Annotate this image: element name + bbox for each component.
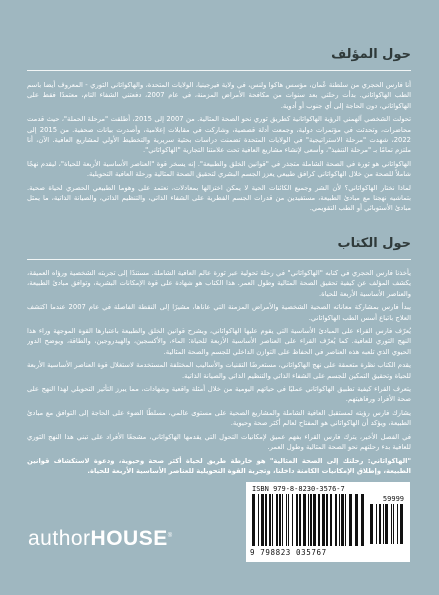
book-heading-rule bbox=[27, 259, 411, 260]
publisher-logo-bold: HOUSE bbox=[90, 527, 168, 550]
book-paragraph: يُعرّف فارس القراء على المبادئ الأساسية التي يقوم عليها الهاكواثاني، ويشرح قوانين الخلق والطبيعة باعتبارها القوة الموجهة وراء هذا النهج الثوري للعافية. كما يُعرّف القراء على العناصر الأساسية الأربعة للحياة: الماء، والأكسجين، والهيدروجين، والطاقة، ويوضح الدور الحيوي الذي تلعبه هذه العناصر في الحفاظ على التوازن الداخلي للجسم والصحة المثالية. bbox=[27, 327, 411, 356]
author-heading-rule bbox=[27, 70, 411, 71]
publisher-logo bbox=[28, 527, 173, 551]
book-paragraph: يأخذنا فارس الحجري في كتابه "الهاكواثاني" في رحلة تحولية عبر ثورة عالم العافية الشاملة. مستندًا إلى تجربته الشخصية ورؤاه العميقة، يكشف المؤلف عن كيفية تحقيق الصحة المثالية وطول العمر. هذا الكتاب هو شهادة على قوة الإمكانات البشرية، وتوافق مبادئ الطبيعة، والعناصر الأساسية الأربعة للحياة. bbox=[27, 269, 411, 298]
publisher-logo-regular: author bbox=[28, 527, 91, 550]
isbn-label: ISBN 979-8-8230-3576-7 bbox=[252, 485, 345, 493]
isbn-barcode-box bbox=[246, 482, 410, 562]
book-closing-paragraph: "الهاكواثاني: رحلتك إلى الصحة المثالية" هو خارطة طريق لحياة أكثر صحة وحيوية، ودعوة لاستكشاف قوانين الطبيعة، وإطلاق الإمكانيات الكامنة داخلنا، وتجربة القوة التحويلية للعناصر الأساسية الأربعة للحياة. bbox=[27, 456, 411, 475]
addon-barcode bbox=[370, 504, 404, 546]
book-paragraph: يقدم الكتاب نظرة متعمقة على نهج الهاكواثاني، مستعرضًا التقنيات والأساليب المختلفة المستخدمة لاستغلال قوة العناصر الأساسية الأربعة للحياة وتحقيق التمكين للجسم على الشفاء الذاتي والتنظيم الذاتي والصيانة الذاتية. bbox=[27, 361, 411, 380]
book-paragraph: يشارك فارس رؤيته لمستقبل العافية الشاملة والمشاريع الصحية على مستوى عالمي، مسلطًا الضوء على الحاجة إلى التوافق مع مبادئ الطبيعة، ويؤكد أن الهاكواثاني هو المفتاح لعالم أكثر صحة وحيوية. bbox=[27, 408, 411, 428]
author-paragraph: لماذا نختار الهاكواثاني؟ لأن الشر وجميع الكائنات الحية لا يمكن اختزالها بمعادلات، نعتمد على وهوما الطبيعي الحصري لحياة صحية. بتماشيه نهجنا مع مبادئ الطبيعة، مستفيدين من قدرات الجسم الفطرية على الشفاء الذاتي، والتنظيم الذاتي، والصيانة الذاتية، ما يمثل مبادئ الأستوبائي أو الطب التقويمي. bbox=[27, 183, 411, 213]
book-paragraph: يبدأ فارس بمشاركة معاناته الصحية الشخصية والأمراض المزمنة التي عاناها، مشيرًا إلى النقطة الفاصلة في عام 2007 عندما اكتشف العلاج باتباع أسس الطب الهاكواثاني. bbox=[27, 303, 411, 322]
ean-barcode bbox=[252, 494, 368, 546]
about-book-heading: حول الكتاب bbox=[337, 236, 411, 251]
book-paragraph: يتعرف القراء كيفية تطبيق الهاكواثاني عمليًا في حياتهم اليومية من خلال أمثلة واقعية وشهادات، مما يبرز التأثير التحويلي لهذا النهج على صحة الأفراد ورفاهيتهم. bbox=[27, 385, 411, 404]
author-paragraph: الهاكواثاني هو ثورة في الصحة الشاملة متجذر في "قوانين الخلق والطبيعة". إنه يسخر قوة "العناصر الأساسية الأربعة للحياة"، ليقدم نهجًا شاملاً للصحة من خلال الهاكواثاني كرافق طبيعي يعزز الجسم البشري لتحقيق الصحة المثالية ورحلة العافية التحويلية. bbox=[27, 159, 411, 179]
about-author-heading: حول المؤلف bbox=[331, 47, 411, 62]
author-paragraph: تحولت الشخصي آلهمني الرؤية الهاكواثانية كطريق ثوري نحو الصحة المثالية. من 2007 إلى 2015، أطلقت "مرحلة الحملة"، حيث قدمت محاضرات، وتحدثت في مؤتمرات دولية، وجمعت أدلة قصصية، وشاركت في مقابلات إعلامية، وأصدرت بيانات صحفية. من 2015 إلى 2022، شهدت "مرحلة الاستراتيجية" في الولايات المتحدة تضمنت دراسات بحثية سريرية والتخطيط الأولي لمشاريع العافية. الآن، أنا ملتزم تمامًا بـ "مرحلة التنفيذ"، وأسعى لإنشاء مشاريع العافية تحت علامتنا التجارية "الهاكواثاني". bbox=[27, 115, 411, 155]
publisher-trademark: ® bbox=[167, 533, 173, 539]
about-author-text bbox=[27, 80, 411, 228]
price-code: 59999 bbox=[382, 495, 404, 503]
barcode-digits: 9 798823 035767 bbox=[250, 548, 327, 557]
book-paragraph: في الفصل الأخير، يترك فارس القراء بفهم عميق لإمكانيات التحول التي يقدمها الهاكواثاني، مشجعًا الأفراد على تبني هذا النهج الثوري للعافية بدء رحلتهم نحو الصحة المثالية وطول العمر. bbox=[27, 432, 411, 452]
author-paragraph: أنا فارس الحجري من سلطنة عُمان، مؤسس هاكوا ولنس، في ولاية فيرجينيا، الولايات المتحدة، والهاكواثاني الثوري - المعروف أيضا باسم الطب الهاكواثاني. بدأت رحلتي بعد سنوات من مكافحة الأمراض المزمنة، في عام 2007، دفعتني الشفاء التام، معتمدًا فقط على الهاكواثاني، دون الحاجة إلى أي جنوب أو أدوية. bbox=[27, 81, 411, 110]
about-book-text bbox=[27, 268, 411, 476]
